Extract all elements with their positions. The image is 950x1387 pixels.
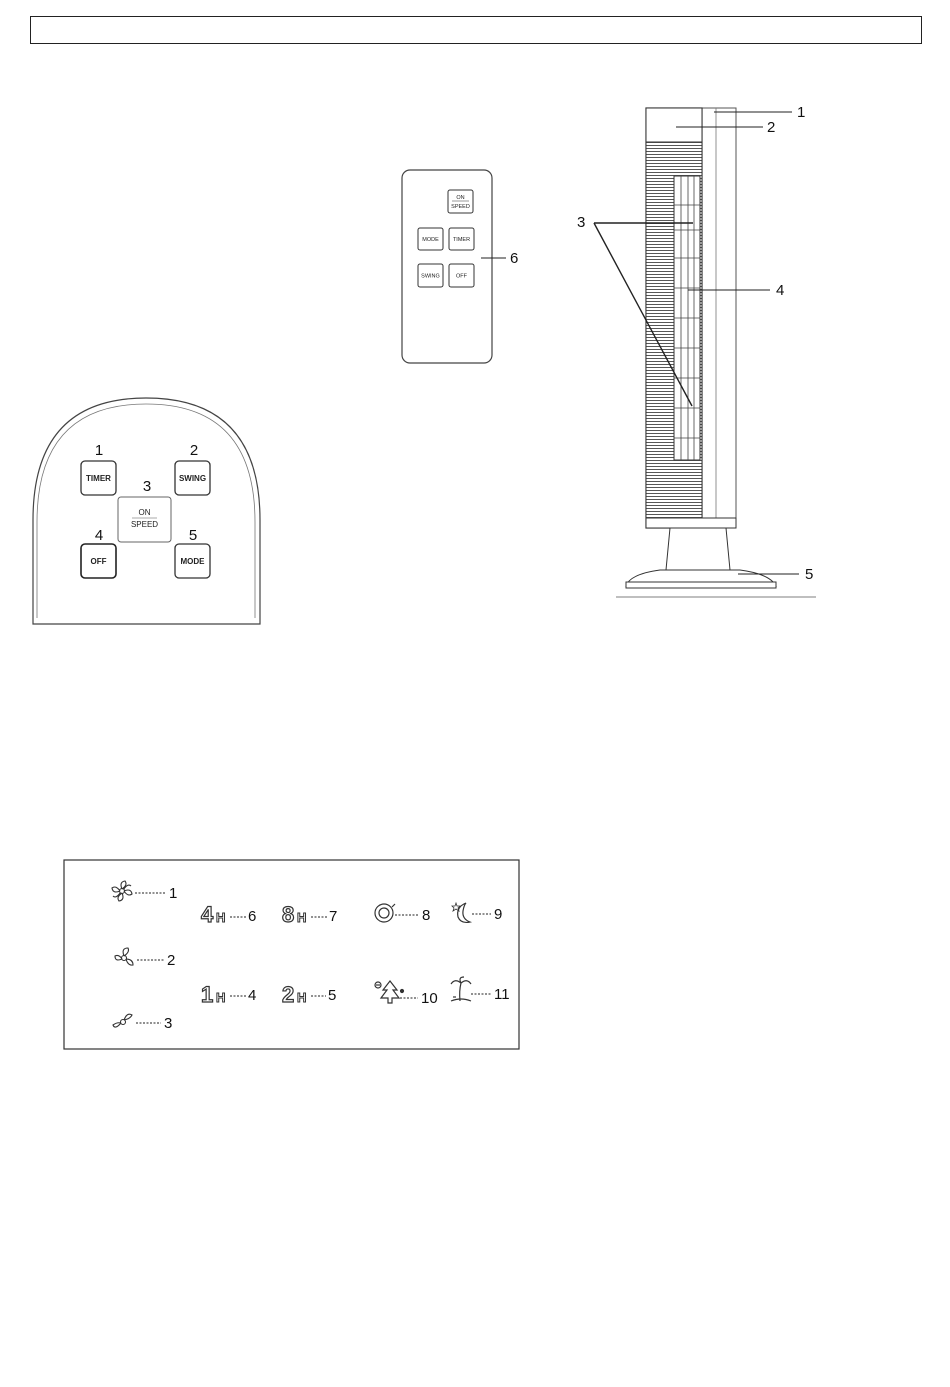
panel-callout-5: 5 xyxy=(188,527,198,544)
timer-2h-unit: H xyxy=(297,990,307,1005)
tower-callout-4: 4 xyxy=(776,282,785,299)
panel-callout-3: 3 xyxy=(142,478,152,495)
fan-mid-num: 2 xyxy=(167,952,176,969)
remote-callout-6: 6 xyxy=(510,250,519,267)
timer-2h-glyph: 2 xyxy=(282,982,295,1007)
fan-low-num: 3 xyxy=(164,1015,173,1032)
fan-high-num: 1 xyxy=(169,885,178,902)
svg-text:TIMER: TIMER xyxy=(452,237,471,243)
panel-callout-4: 4 xyxy=(94,527,104,544)
panel-callout-2: 2 xyxy=(189,442,199,459)
timer-2h-num: 5 xyxy=(328,987,337,1004)
svg-text:SPEED: SPEED xyxy=(451,204,470,210)
svg-text:MODE: MODE xyxy=(422,237,439,243)
natural-num: 10 xyxy=(421,990,438,1007)
timer-8h-unit: H xyxy=(297,910,307,925)
svg-text:ON: ON xyxy=(456,195,465,201)
tower-callout-2: 2 xyxy=(767,119,776,136)
timer-8h-glyph: 8 xyxy=(282,902,295,927)
svg-text:MODE: MODE xyxy=(180,557,205,566)
svg-text:OFF: OFF xyxy=(90,557,107,566)
timer-4h-unit: H xyxy=(216,910,226,925)
breeze-num: 11 xyxy=(494,986,510,1003)
timer-1h-glyph: 1 xyxy=(201,982,214,1007)
svg-text:SWING: SWING xyxy=(421,273,440,280)
tower-callout-5: 5 xyxy=(805,566,814,583)
timer-1h-num: 4 xyxy=(248,987,257,1004)
panel-callout-1: 1 xyxy=(94,442,104,459)
svg-text:SWING: SWING xyxy=(178,474,207,483)
swing-num: 8 xyxy=(422,907,431,924)
svg-text:ON: ON xyxy=(138,508,151,517)
tower-callout-1: 1 xyxy=(797,104,806,121)
timer-1h-unit: H xyxy=(216,990,226,1005)
svg-text:SPEED: SPEED xyxy=(130,520,159,529)
timer-4h-glyph: 4 xyxy=(201,902,214,927)
tower-callout-3: 3 xyxy=(577,214,586,231)
timer-8h-num: 7 xyxy=(329,908,338,925)
timer-4h-num: 6 xyxy=(248,908,257,925)
sleep-num: 9 xyxy=(494,906,503,923)
svg-text:TIMER: TIMER xyxy=(86,474,111,483)
svg-text:OFF: OFF xyxy=(456,273,467,280)
